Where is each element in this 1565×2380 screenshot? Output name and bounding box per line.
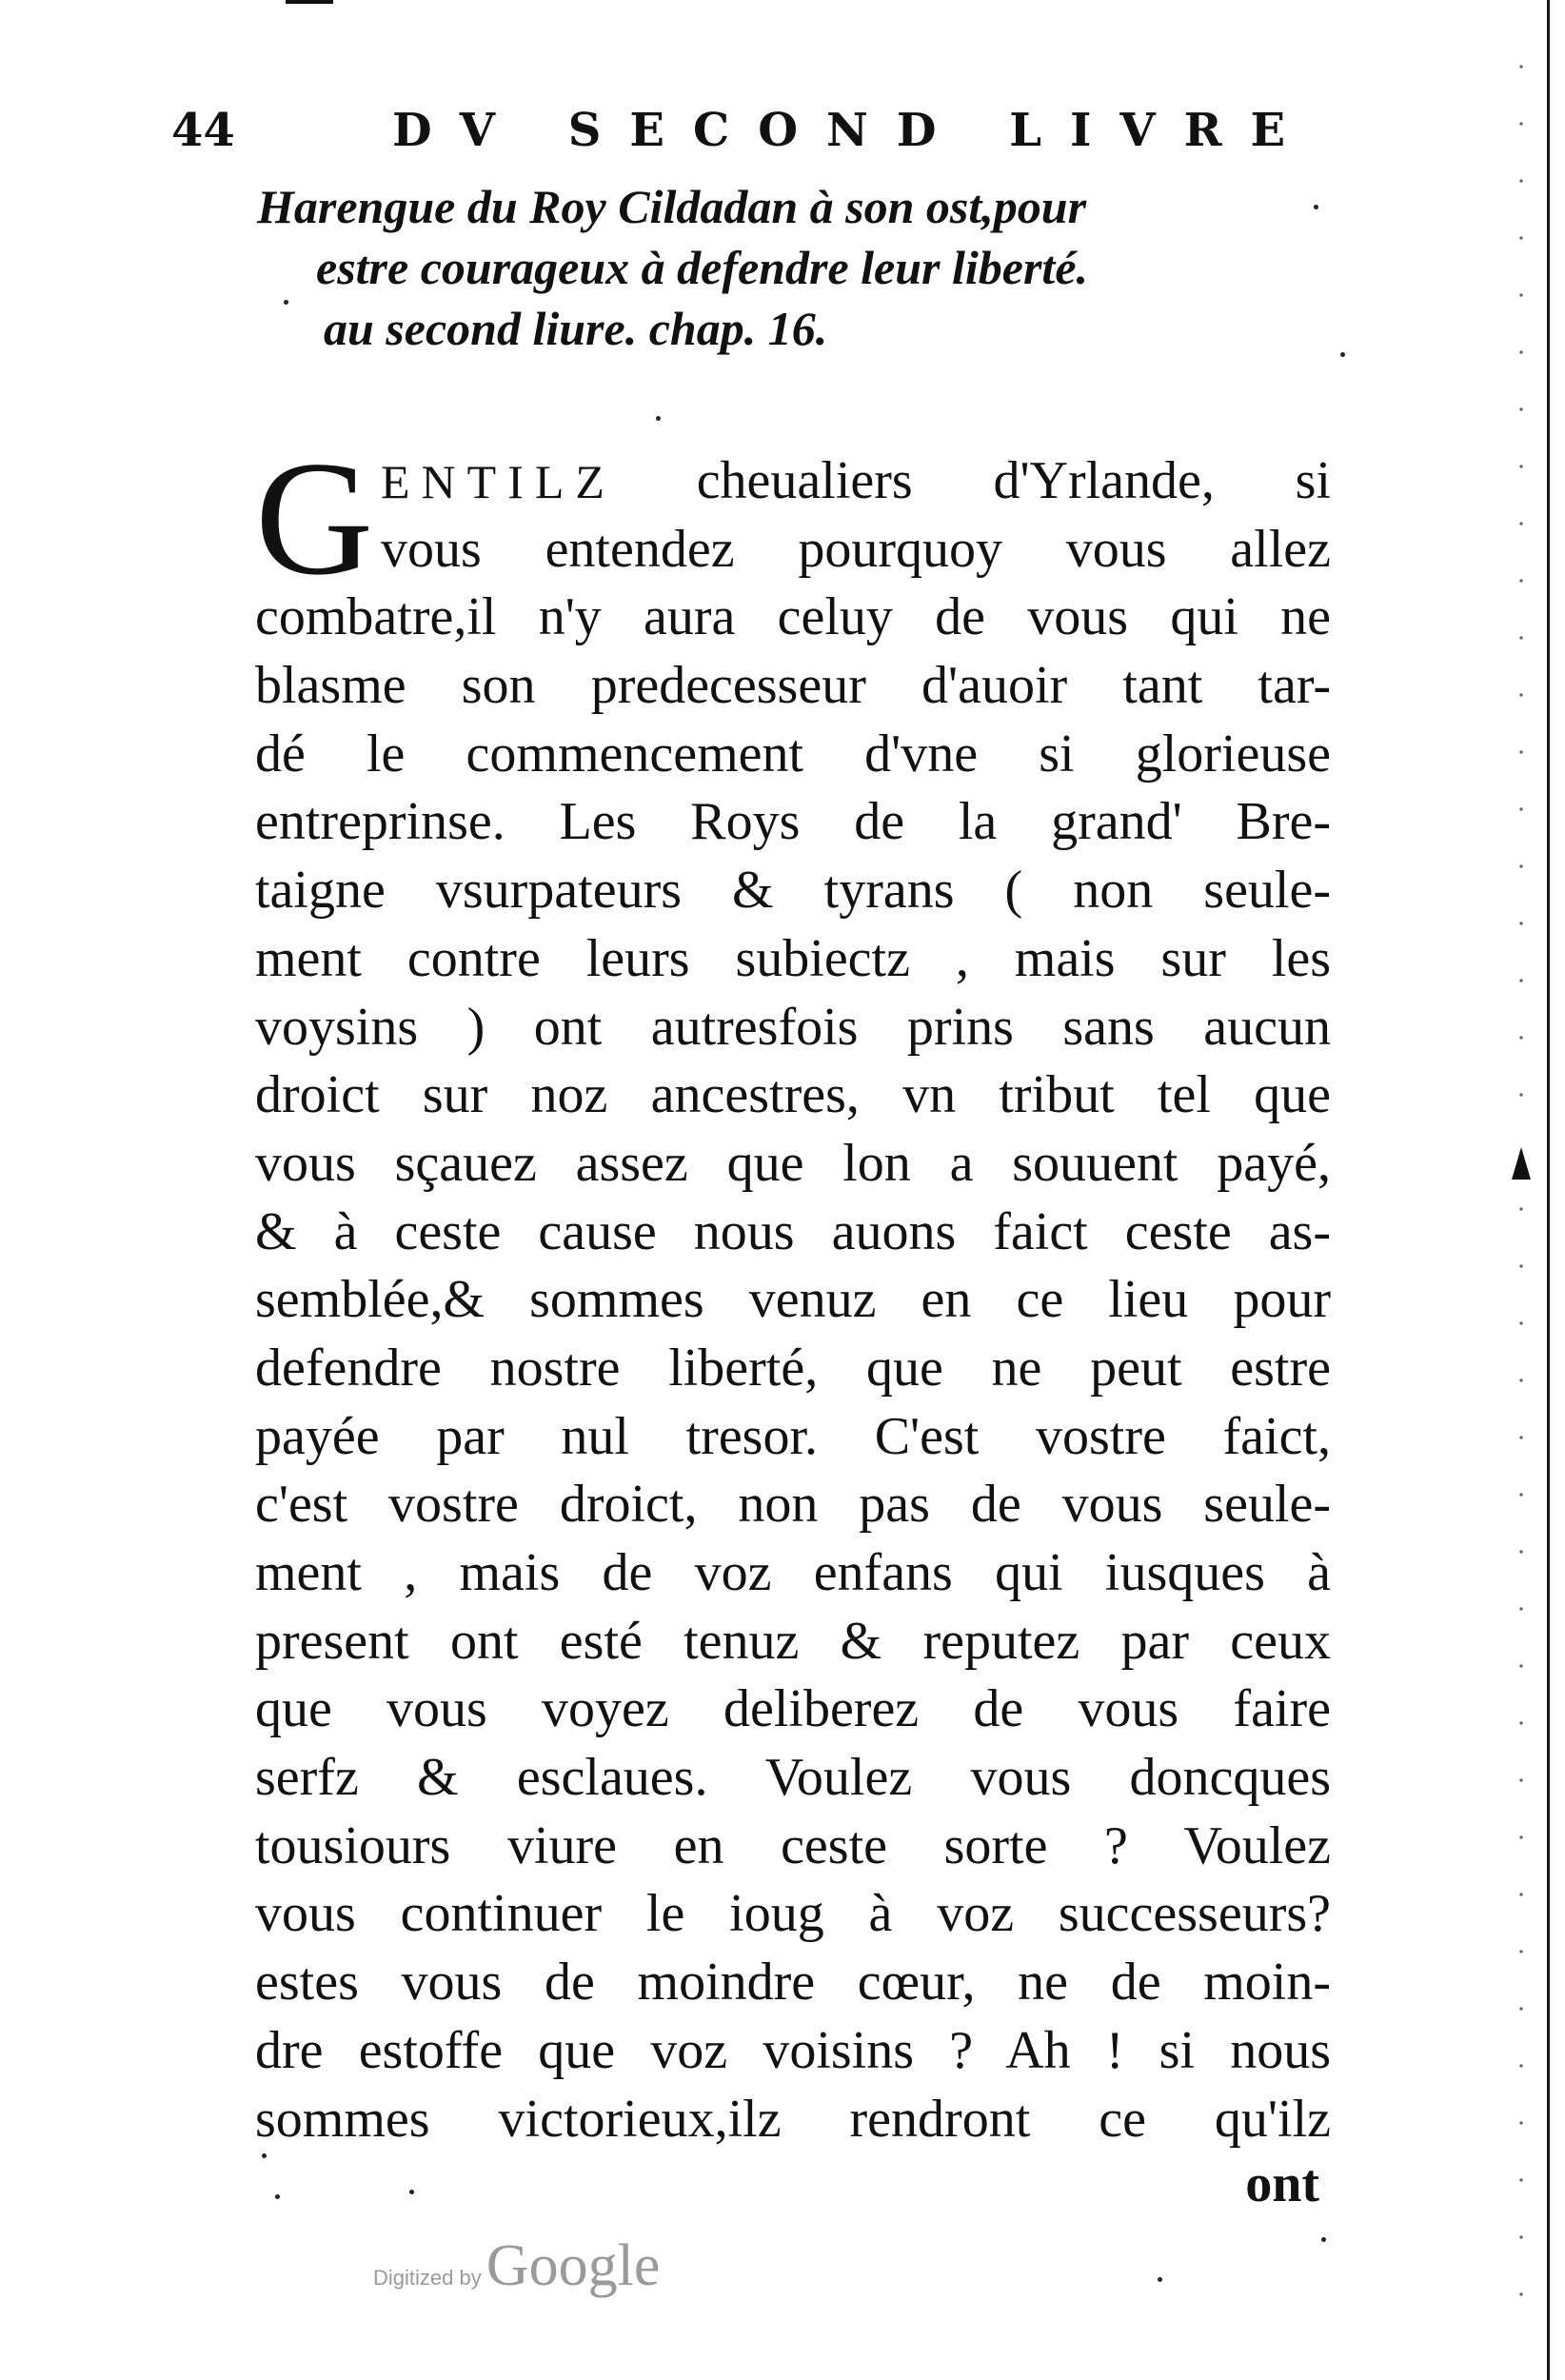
heading-line-2: estre courageux à defendre leur liberté. — [316, 241, 1089, 294]
text-line: estes vous de moindre cœur, ne de moin- — [255, 1953, 1331, 2013]
scan-edge-dots — [1519, 38, 1523, 2323]
text-line: taigne vsurpateurs & tyrans ( non seule- — [255, 861, 1331, 921]
scan-speck — [409, 2190, 414, 2194]
text-line: c'est vostre droict, non pas de vous seule- — [255, 1475, 1331, 1535]
text-line: sommes victorieux,ilz rendront ce qu'ilz — [255, 2089, 1331, 2149]
watermark-prefix: Digitized by — [373, 2266, 482, 2290]
text-line: tousiours viure en ceste sorte ? Voulez — [255, 1815, 1331, 1875]
chapter-heading — [257, 176, 1304, 359]
text-line: serfz & esclaues. Voulez vous doncques — [255, 1748, 1331, 1808]
text-line: blasme son predecesseur d'auoir tant tar- — [255, 656, 1331, 716]
page-number: 44 — [171, 104, 235, 157]
text-line: vous sçauez assez que lon a souuent payé, — [255, 1133, 1331, 1193]
heading-line-1: Harengue du Roy Cildadan à son ost,pour — [257, 180, 1087, 233]
text-line-1 — [255, 447, 1331, 516]
text-line: entreprinse. Les Roys de la grand' Bre- — [255, 792, 1331, 852]
scan-speck — [262, 2153, 267, 2158]
catchword: ont — [1245, 2154, 1319, 2213]
text-line: ment contre leurs subiectz , mais sur les — [255, 928, 1331, 988]
scan-speck — [1314, 205, 1318, 209]
scan-edge-mark — [1512, 1147, 1531, 1180]
text-line: & à ceste cause nous auons faict ceste as- — [255, 1201, 1331, 1261]
scan-speck — [1158, 2277, 1162, 2282]
scan-artifact-top — [286, 0, 333, 4]
scan-speck — [1340, 352, 1345, 357]
scan-speck — [275, 2194, 280, 2199]
running-head-title: DV SECOND LIVRE — [392, 104, 1315, 157]
text-line-1-rest: cheualiers d'Yrlande, si — [696, 451, 1332, 510]
text-line: combatre,il n'y aura celuy de vous qui ne — [255, 587, 1331, 647]
text-line: semblée,& sommes venuz en ce lieu pour — [255, 1270, 1331, 1330]
scan-speck — [656, 416, 661, 421]
text-line: que vous voyez deliberez de vous faire — [255, 1679, 1331, 1739]
text-line: dre estoffe que voz voisins ? Ah ! si nous — [255, 2020, 1331, 2080]
text-line: payée par nul tresor. C'est vostre faict, — [255, 1406, 1331, 1466]
text-line: present ont esté tenuz & reputez par ceux — [255, 1611, 1331, 1671]
running-head — [171, 97, 1315, 164]
drop-cap: G — [255, 428, 374, 609]
text-line: ment , mais de voz enfans qui iusques à — [255, 1543, 1331, 1602]
heading-line-3: au second liure. chap. 16. — [324, 302, 828, 355]
scan-edge-line — [1547, 0, 1550, 2380]
digitized-watermark — [373, 2232, 660, 2300]
body-text — [255, 428, 1332, 2153]
text-line: voysins ) ont autresfois prins sans aucun — [255, 997, 1331, 1057]
scan-speck — [1321, 2237, 1326, 2242]
text-line: vous continuer le ioug à voz successeurs? — [255, 1884, 1331, 1944]
scan-speck — [284, 300, 288, 305]
text-line: droict sur noz ancestres, vn tribut tel que — [255, 1065, 1331, 1125]
text-line: dé le commencement d'vne si glorieuse — [255, 724, 1331, 783]
opening-word: ENTILZ — [381, 455, 616, 508]
google-logo: Google — [485, 2233, 661, 2298]
text-line: defendre nostre liberté, que ne peut estre — [255, 1338, 1331, 1398]
text-line: vous entendez pourquoy vous allez — [381, 519, 1331, 579]
